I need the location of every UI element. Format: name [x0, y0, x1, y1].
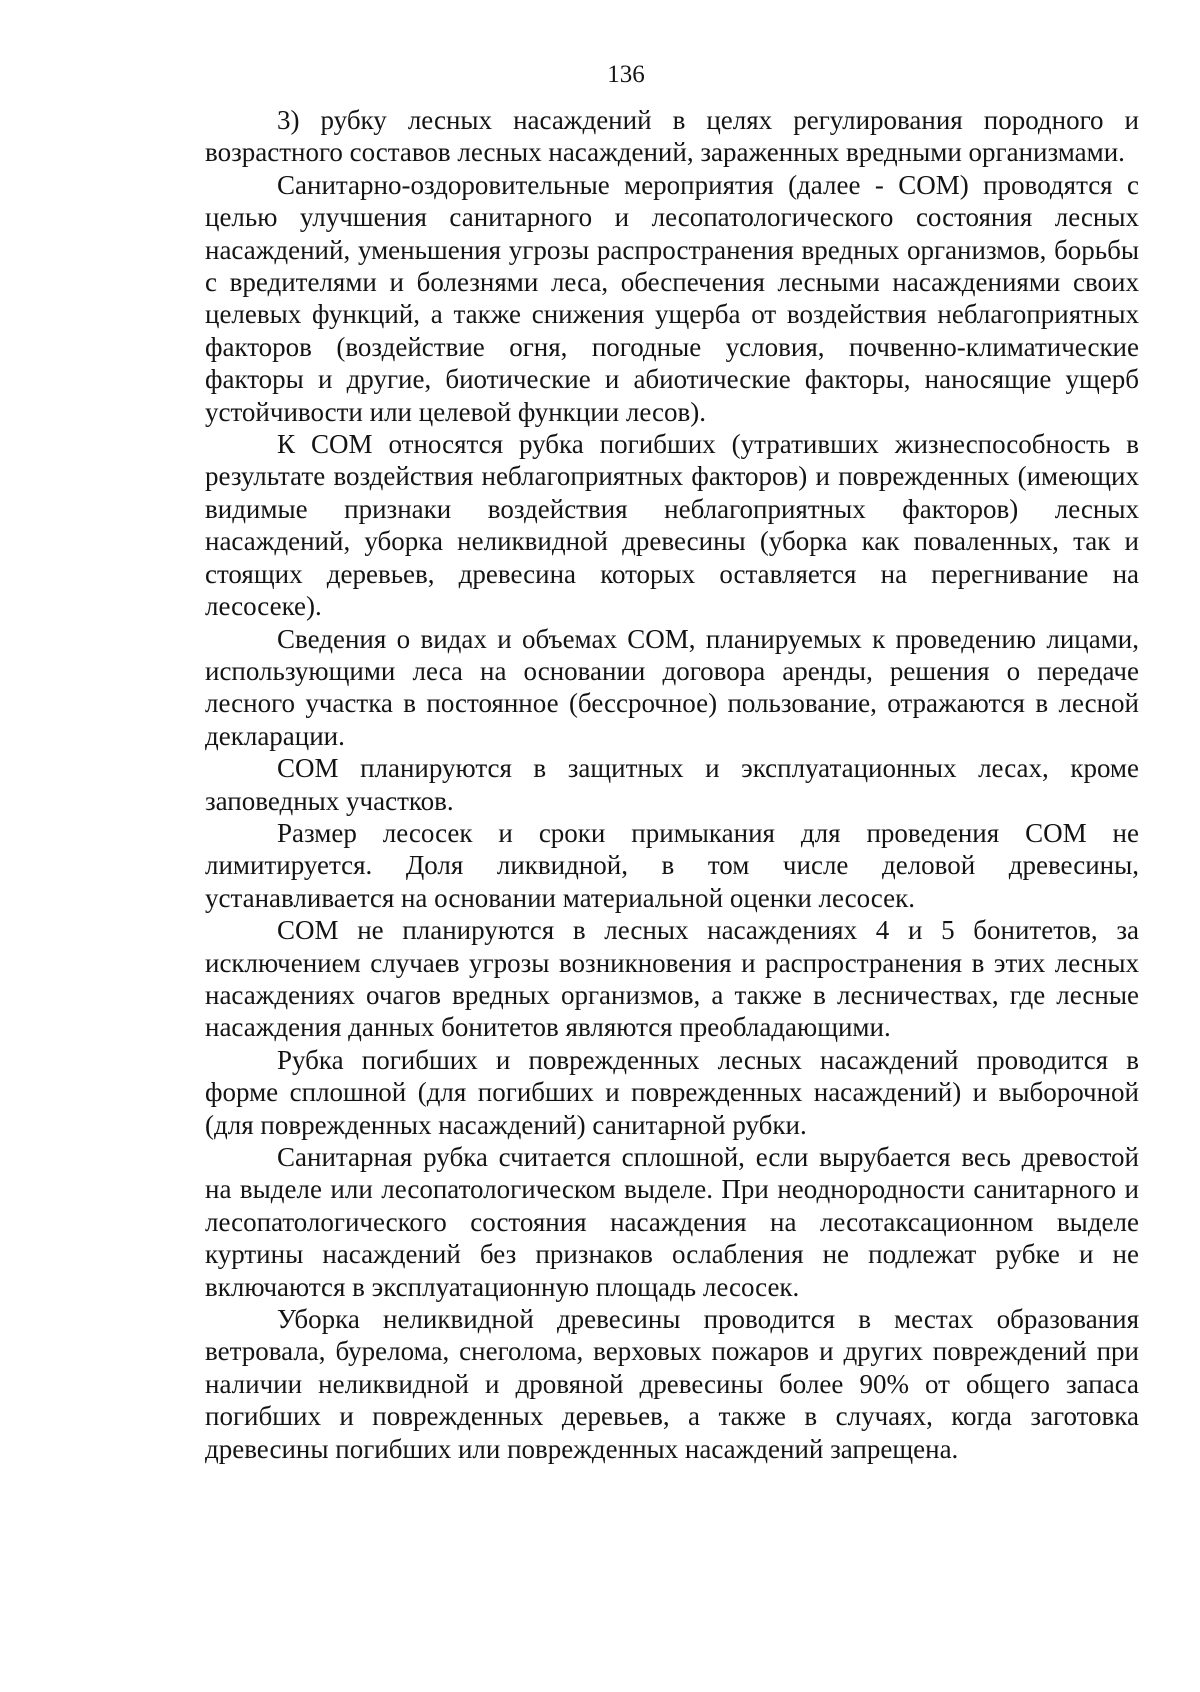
paragraph: Сведения о видах и объемах СОМ, планируемых к проведению лицами, использующими леса на основании договора аренды, решения о передаче лесного участка в постоянное (бессрочное) пользование, отражаются в лесной декларации.	[205, 623, 1139, 751]
paragraph: СОМ планируются в защитных и эксплуатационных лесах, кроме заповедных участков.	[205, 753, 1139, 816]
paragraph: Уборка неликвидной древесины проводится в местах образования ветровала, бурелома, снеголома, верховых пожаров и других повреждений при наличии неликвидной и дровяной древесины более 90% от общего запаса погибших и поврежденных деревьев, а также в случаях, когда заготовка древесины погибших или поврежденных насаждений запрещена.	[205, 1304, 1139, 1464]
paragraph: 3) рубку лесных насаждений в целях регулирования породного и возрастного составов лесных насаждений, зараженных вредными организмами.	[205, 105, 1139, 168]
paragraph: СОМ не планируются в лесных насаждениях 4 и 5 бонитетов, за исключением случаев угрозы возникновения и распространения в этих лесных насаждениях очагов вредных организмов, а также в лесничествах, где лесные насаждения данных бонитетов являются преобладающими.	[205, 915, 1139, 1043]
paragraph: Рубка погибших и поврежденных лесных насаждений проводится в форме сплошной (для погибших и поврежденных насаждений) и выборочной (для поврежденных насаждений) санитарной рубки.	[205, 1044, 1139, 1140]
paragraph: Санитарная рубка считается сплошной, если вырубается весь древостой на выделе или лесопатологическом выделе. При неоднородности санитарного и лесопатологического состояния насаждения на лесотаксационном выделе куртины насаждений без признаков ослабления не подлежат рубке и не включаются в эксплуатационную площадь лесосек.	[205, 1142, 1139, 1302]
paragraph: Размер лесосек и сроки примыкания для проведения СОМ не лимитируется. Доля ликвидной, в том числе деловой древесины, устанавливается на основании материальной оценки лесосек.	[205, 817, 1139, 913]
document-body	[205, 104, 1139, 1465]
page-number: 136	[607, 61, 645, 88]
paragraph: К СОМ относятся рубка погибших (утративших жизнеспособность в результате воздействия неблагоприятных факторов) и поврежденных (имеющих видимые признаки воздействия неблагоприятных факторов) лесных насаждений, уборка неликвидной древесины (уборка как поваленных, так и стоящих деревьев, древесина которых оставляется на перегнивание на лесосеке).	[205, 429, 1139, 622]
paragraph: Санитарно-оздоровительные мероприятия (далее - СОМ) проводятся с целью улучшения санитарного и лесопатологического состояния лесных насаждений, уменьшения угрозы распространения вредных организмов, борьбы с вредителями и болезнями леса, обеспечения лесными насаждениями своих целевых функций, а также снижения ущерба от воздействия неблагоприятных факторов (воздействие огня, погодные условия, почвенно-климатические факторы и другие, биотические и абиотические факторы, наносящие ущерб устойчивости или целевой функции лесов).	[205, 169, 1139, 427]
